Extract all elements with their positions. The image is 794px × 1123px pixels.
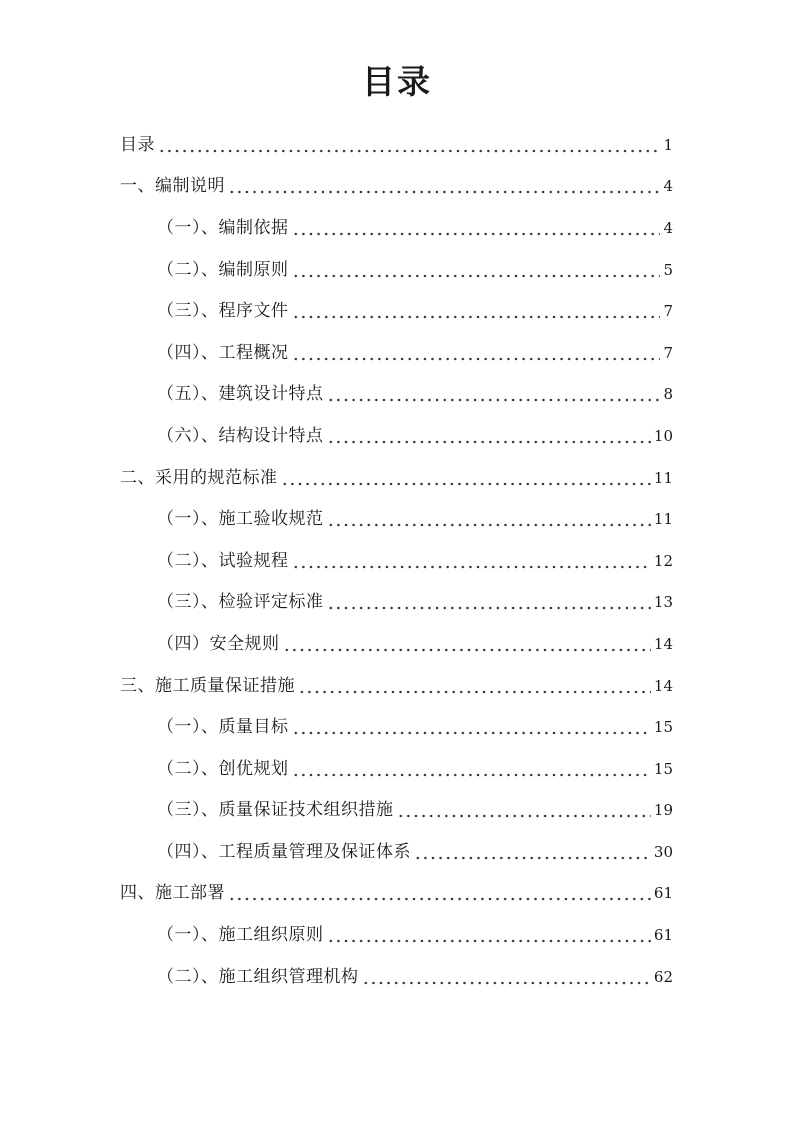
- toc-entry[interactable]: [120, 914, 673, 956]
- toc-entry-label: 二、采用的规范标准: [120, 467, 278, 488]
- toc-dot-leader: [292, 300, 661, 322]
- toc-dot-leader: [327, 924, 651, 946]
- toc-entry-label: （一）、质量目标: [157, 717, 289, 738]
- toc-page-number: 61: [653, 926, 673, 945]
- toc-entry-label: 四、施工部署: [120, 883, 225, 904]
- toc-entry[interactable]: [120, 748, 673, 790]
- toc-entry[interactable]: [120, 706, 673, 748]
- toc-entry-label: （五）、建筑设计特点: [157, 384, 324, 405]
- toc-dot-leader: [228, 882, 651, 904]
- toc-entry-label: （四）、工程质量管理及保证体系: [157, 841, 411, 862]
- toc-entry-label: （六）、结构设计特点: [157, 425, 324, 446]
- toc-entry[interactable]: [120, 956, 673, 998]
- toc-entry-label: 目录: [120, 134, 155, 155]
- toc-entry-label: （一）、编制依据: [157, 217, 289, 238]
- toc-entry[interactable]: [120, 166, 673, 208]
- toc-page-number: 62: [653, 967, 673, 986]
- toc-entry[interactable]: [120, 124, 673, 166]
- toc-entry[interactable]: [120, 290, 673, 332]
- toc-entry[interactable]: [120, 623, 673, 665]
- toc-entry[interactable]: [120, 249, 673, 291]
- toc-page-number: 1: [663, 135, 673, 154]
- toc-page-number: 10: [653, 426, 673, 445]
- toc-entry-label: （四）安全规则: [157, 633, 280, 654]
- toc-dot-leader: [298, 675, 651, 697]
- toc-entry[interactable]: [120, 665, 673, 707]
- toc-dot-leader: [414, 841, 651, 863]
- table-of-contents: [120, 124, 673, 997]
- toc-dot-leader: [292, 342, 661, 364]
- toc-entry[interactable]: [120, 582, 673, 624]
- toc-dot-leader: [292, 217, 661, 239]
- toc-dot-leader: [158, 134, 660, 156]
- toc-page-number: 13: [653, 593, 673, 612]
- toc-dot-leader: [283, 633, 651, 655]
- toc-dot-leader: [397, 799, 651, 821]
- toc-entry-label: （二）、试验规程: [157, 550, 289, 571]
- toc-page-number: 8: [663, 385, 673, 404]
- toc-dot-leader: [292, 259, 661, 281]
- toc-dot-leader: [327, 383, 661, 405]
- toc-dot-leader: [327, 508, 651, 530]
- toc-entry[interactable]: [120, 498, 673, 540]
- toc-dot-leader: [327, 425, 651, 447]
- toc-page-number: 14: [653, 676, 673, 695]
- toc-entry[interactable]: [120, 540, 673, 582]
- toc-page-number: 4: [663, 218, 673, 237]
- toc-page-number: 7: [663, 343, 673, 362]
- toc-page-number: 11: [653, 468, 673, 487]
- toc-entry-label: （四）、工程概况: [157, 342, 289, 363]
- toc-dot-leader: [362, 966, 651, 988]
- toc-entry[interactable]: [120, 873, 673, 915]
- toc-entry-label: （二）、施工组织管理机构: [157, 966, 359, 987]
- toc-entry-label: （三）、检验评定标准: [157, 592, 324, 613]
- toc-entry[interactable]: [120, 790, 673, 832]
- toc-dot-leader: [292, 550, 651, 572]
- toc-entry[interactable]: [120, 332, 673, 374]
- toc-page-number: 19: [653, 801, 673, 820]
- toc-entry[interactable]: [120, 831, 673, 873]
- toc-entry-label: 三、施工质量保证措施: [120, 675, 295, 696]
- toc-page-number: 61: [653, 884, 673, 903]
- toc-page-number: 15: [653, 759, 673, 778]
- toc-page-number: 30: [653, 842, 673, 861]
- toc-entry-label: （三）、程序文件: [157, 301, 289, 322]
- toc-entry[interactable]: [120, 457, 673, 499]
- toc-entry-label: （三）、质量保证技术组织措施: [157, 800, 394, 821]
- toc-dot-leader: [327, 591, 651, 613]
- toc-dot-leader: [292, 716, 651, 738]
- toc-page-number: 14: [653, 634, 673, 653]
- toc-page-number: 15: [653, 718, 673, 737]
- toc-page-number: 11: [653, 510, 673, 529]
- toc-dot-leader: [281, 467, 651, 489]
- toc-entry-label: （二）、创优规划: [157, 758, 289, 779]
- toc-entry[interactable]: [120, 374, 673, 416]
- toc-dot-leader: [228, 175, 660, 197]
- toc-page-number: 4: [663, 177, 673, 196]
- toc-page-number: 7: [663, 302, 673, 321]
- toc-entry-label: （一）、施工组织原则: [157, 925, 324, 946]
- toc-page-number: 12: [653, 551, 673, 570]
- toc-entry-label: 一、编制说明: [120, 176, 225, 197]
- toc-dot-leader: [292, 758, 651, 780]
- toc-entry-label: （一）、施工验收规范: [157, 509, 324, 530]
- toc-page-number: 5: [663, 260, 673, 279]
- toc-entry[interactable]: [120, 207, 673, 249]
- toc-entry-label: （二）、编制原则: [157, 259, 289, 280]
- page-title: 目录: [362, 62, 432, 101]
- toc-entry[interactable]: [120, 415, 673, 457]
